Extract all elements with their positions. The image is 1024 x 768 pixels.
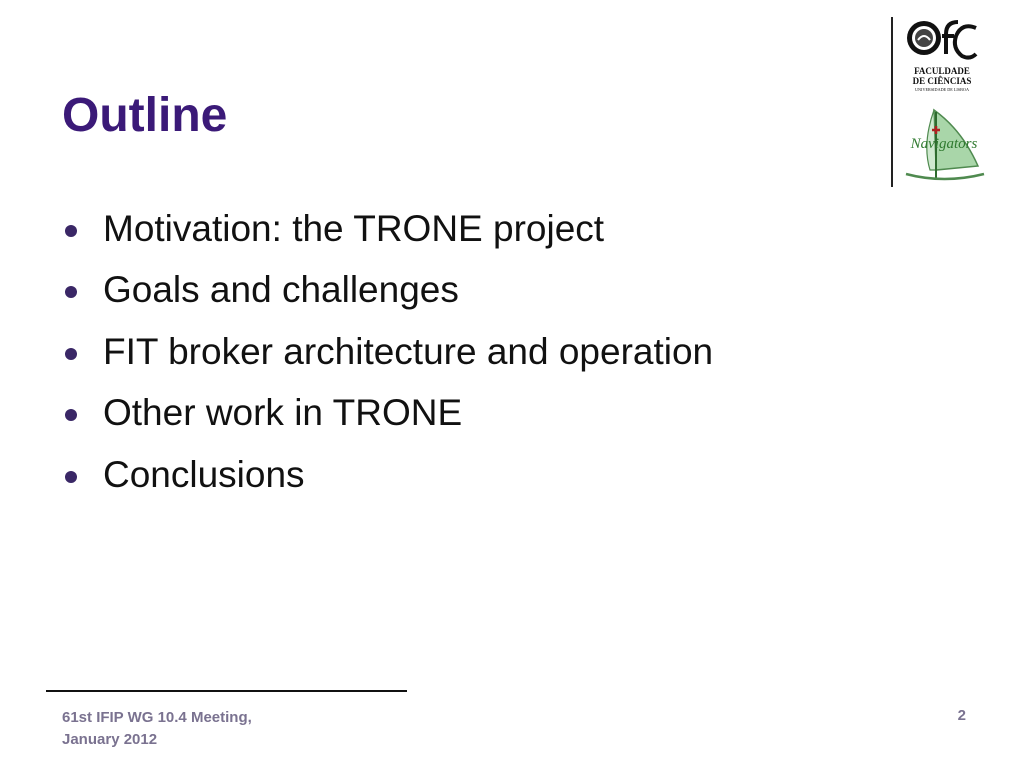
navigators-text: Navigators — [910, 136, 978, 152]
bullet-dot-icon — [65, 348, 77, 360]
page-number: 2 — [957, 707, 966, 724]
bullet-dot-icon — [65, 225, 77, 237]
bullet-dot-icon — [65, 286, 77, 298]
bullet-item — [62, 444, 713, 506]
logo-text-line3: UNIVERSIDADE DE LISBOA — [915, 87, 969, 92]
bullet-item — [62, 198, 713, 260]
footer-line1: 61st IFIP WG 10.4 Meeting, — [62, 709, 252, 726]
bullet-item — [62, 383, 713, 445]
navigators-logo — [900, 104, 988, 184]
logo-divider — [891, 17, 893, 187]
bullet-dot-icon — [65, 409, 77, 421]
bullet-text: FIT broker architecture and operation — [103, 330, 714, 372]
bullet-dot-icon — [65, 471, 77, 483]
faculdade-ciencias-logo — [900, 14, 982, 96]
logo-text-line1: FACULDADE — [914, 66, 970, 76]
footer-rule — [46, 690, 407, 692]
footer-line2: January 2012 — [62, 731, 158, 748]
bullet-text: Conclusions — [103, 453, 305, 495]
bullet-text: Motivation: the TRONE project — [103, 207, 605, 249]
slide-title: Outline — [62, 89, 228, 142]
bullet-item — [62, 260, 713, 322]
bullet-text: Goals and challenges — [103, 269, 459, 311]
logo-text-line2: DE CIÊNCIAS — [912, 76, 972, 86]
bullet-text: Other work in TRONE — [103, 392, 463, 434]
footer-text — [62, 707, 252, 751]
bullet-list — [62, 198, 713, 506]
bullet-item — [62, 321, 713, 383]
